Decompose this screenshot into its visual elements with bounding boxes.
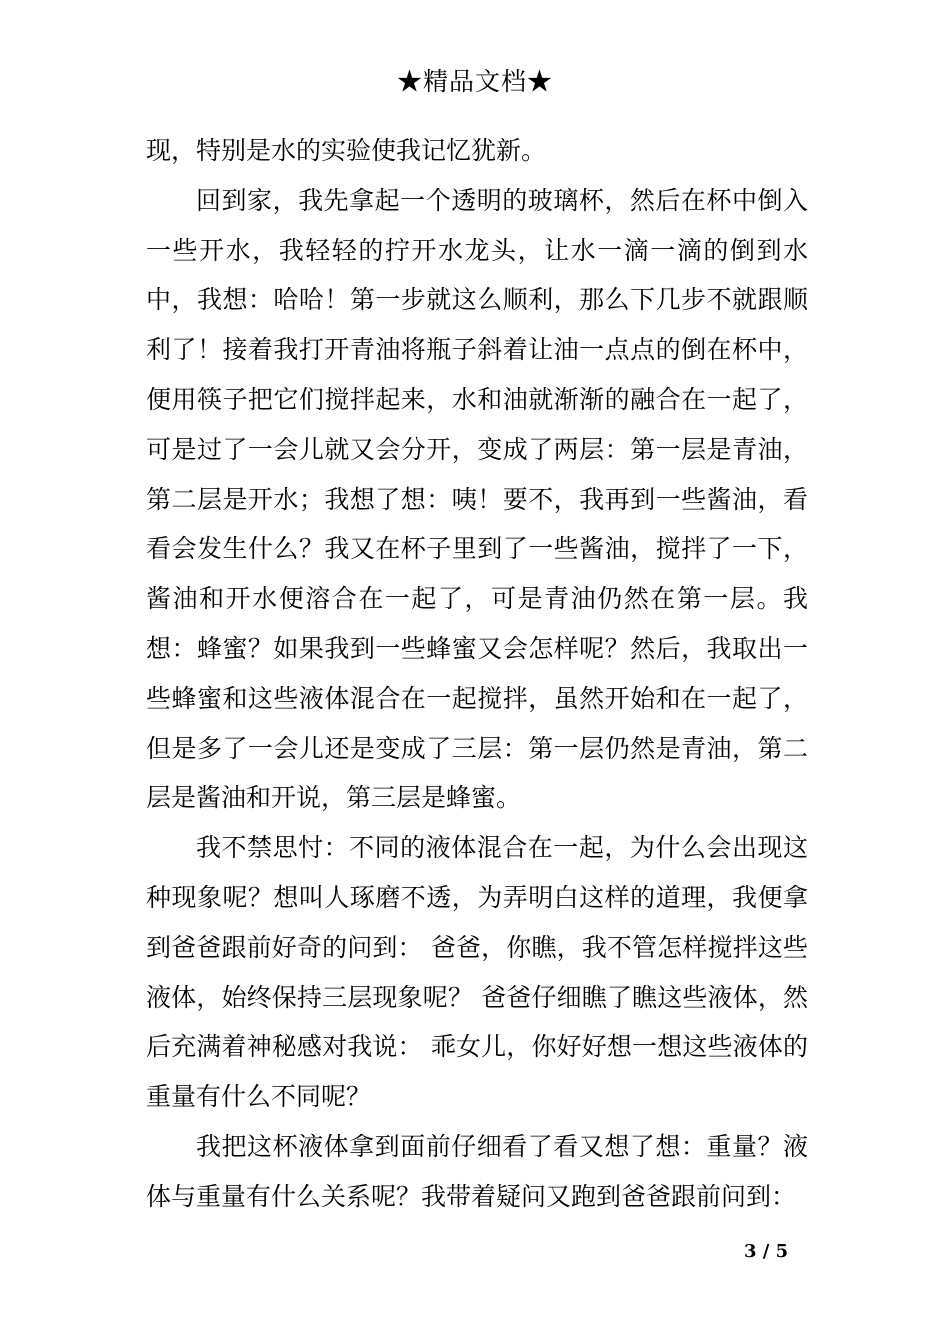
page-number: 3 / 5	[744, 1241, 789, 1262]
paragraph-experiment: 回到家，我先拿起一个透明的玻璃杯，然后在杯中倒入一些开水，我轻轻的拧开水龙头，让水一滴一滴的倒到水中，我想：哈哈！第一步就这么顺利，那么下几步不就跟顺利了！接着我打开青油将瓶子斜着让油一点点的倒在杯中，便用筷子把它们搅拌起来，水和油就渐渐的融合在一起了，可是过了一会儿就又会分开，变成了两层：第一层是青油，第二层是开水；我想了想：咦！要不，我再到一些酱油，看看会发生什么？我又在杯子里到了一些酱油，搅拌了一下，酱油和开水便溶合在一起了，可是青油仍然在第一层。我想：蜂蜜？如果我到一些蜂蜜又会怎样呢？然后，我取出一些蜂蜜和这些液体混合在一起搅拌，虽然开始和在一起了，但是多了一会儿还是变成了三层：第一层仍然是青油，第二层是酱油和开说，第三层是蜂蜜。	[146, 185, 808, 813]
paragraph-continuation: 现，特别是水的实验使我记忆犹新。	[146, 136, 547, 165]
document-body	[146, 126, 808, 1222]
page-header: ★精品文档★	[396, 67, 553, 96]
paragraph-question: 我不禁思忖：不同的液体混合在一起，为什么会出现这种现象呢？想叫人琢磨不透，为弄明白这样的道理，我便拿到爸爸跟前好奇的问到： 爸爸，你瞧，我不管怎样搅拌这些液体，始终保持三层现象呢？ 爸爸仔细瞧了瞧这些液体，然后充满着神秘感对我说： 乖女儿，你好好想一想这些液体的重量有什么不同呢？	[146, 833, 808, 1112]
paragraph-followup: 我把这杯液体拿到面前仔细看了看又想了想：重量？液体与重量有什么关系呢？我带着疑问又跑到爸爸跟前问到：	[146, 1131, 808, 1211]
